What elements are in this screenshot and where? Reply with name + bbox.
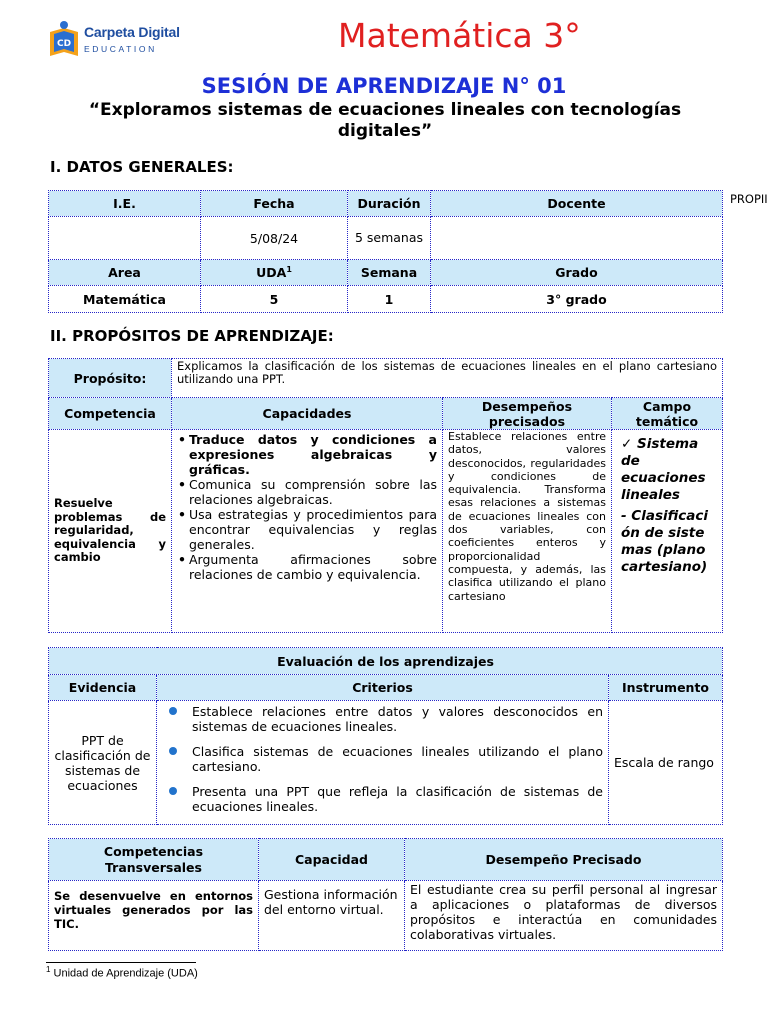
desempeno-text: Establece relaciones entre datos, valores desconocidos, regularidades y condiciones de equivalencia. Transforma esas relaciones a sistemas de ecuaciones lineales con dos variables, con coeficientes enteros y proporcionalidad compuesta, y además, las clasifica utilizando el plano cartesiano [448, 430, 606, 603]
logo-tagline: EDUCATION [84, 44, 157, 54]
header-area: Area [49, 260, 201, 286]
stray-text: PROPII [730, 192, 768, 206]
campo-cell [612, 430, 723, 633]
footnote [46, 965, 198, 980]
header-capacidad: Capacidad [259, 839, 405, 881]
header-duracion: Duración [348, 191, 431, 217]
transversales-table [48, 838, 723, 951]
header-ie: I.E. [49, 191, 201, 217]
desempeno-cell [443, 430, 612, 633]
campo-item-1: ✓ Sistema de ecuaciones lineales [621, 436, 706, 503]
footnote-mark: 1 [46, 965, 51, 974]
header-instrumento: Instrumento [609, 675, 723, 701]
header-desempenos: Desempeños precisados [443, 398, 612, 430]
list-item: Presenta una PPT que refleja la clasificación de sistemas de ecuaciones lineales. [192, 784, 603, 814]
campo-item-2: - Clasificación de sistemas (plano cartesiano) [621, 508, 708, 575]
session-title: SESIÓN DE APRENDIZAJE N° 01 [201, 74, 567, 98]
propositos-heading: II. PROPÓSITOS DE APRENDIZAJE: [50, 327, 334, 345]
propositos-table [48, 358, 723, 633]
duracion-value: 5 semanas [348, 217, 431, 260]
list-item: • Comunica su comprensión sobre las relaciones algebraicas. [189, 477, 437, 507]
criterios-cell [157, 701, 609, 825]
header-desempeno-precisado: Desempeño Precisado [405, 839, 723, 881]
area-value: Matemática [49, 286, 201, 313]
header-capacidades: Capacidades [172, 398, 443, 430]
header-uda [201, 260, 348, 286]
header-criterios: Criterios [157, 675, 609, 701]
docente-value [431, 217, 723, 260]
transversal-desempeno: El estudiante crea su perfil personal al ingresar a aplicaciones o plataformas de diversos propósitos e interactúa en comunidades colaborativas virtuales. [405, 881, 723, 951]
evidencia-text: PPT de clasificación de sistemas de ecuaciones [49, 701, 157, 825]
header-competencias-transversales: Competencias Transversales [49, 839, 259, 881]
list-item: Clasifica sistemas de ecuaciones lineales utilizando el plano cartesiano. [192, 744, 603, 774]
carpeta-digital-logo [46, 18, 186, 62]
header-competencia: Competencia [49, 398, 172, 430]
header-grado: Grado [431, 260, 723, 286]
criterios-list [162, 704, 603, 814]
transversal-capacidad: Gestiona información del entorno virtual. [259, 881, 405, 951]
subject-title: Matemática 3° [338, 16, 581, 55]
instrumento-text: Escala de rango [609, 701, 723, 825]
list-item: Establece relaciones entre datos y valores desconocidos en sistemas de ecuaciones lineales. [192, 704, 603, 734]
session-subtitle: “Exploramos sistemas de ecuaciones lineales con tecnologías digitales” [88, 100, 682, 141]
grado-value: 3° grado [431, 286, 723, 313]
proposito-text: Explicamos la clasificación de los sistemas de ecuaciones lineales en el plano cartesiano utilizando una PPT. [172, 359, 723, 398]
footnote-divider [46, 962, 196, 963]
capacidades-cell [172, 430, 443, 633]
evaluacion-table [48, 647, 723, 825]
header-semana: Semana [348, 260, 431, 286]
header-docente: Docente [431, 191, 723, 217]
list-item: • Traduce datos y condiciones a expresiones algebraicas y gráficas. [189, 432, 437, 477]
uda-value: 5 [201, 286, 348, 313]
book-icon [46, 18, 82, 60]
semana-value: 1 [348, 286, 431, 313]
footnote-text: Unidad de Aprendizaje (UDA) [53, 967, 198, 980]
fecha-value: 5/08/24 [201, 217, 348, 260]
evaluacion-title: Evaluación de los aprendizajes [49, 648, 723, 675]
list-item: • Argumenta afirmaciones sobre relaciones de cambio y equivalencia. [189, 552, 437, 582]
capacidades-list [177, 432, 437, 582]
competencia-text: Resuelve problemas de regularidad, equivalencia y cambio [49, 430, 172, 633]
header-proposito: Propósito: [49, 359, 172, 398]
datos-generales-table [48, 190, 723, 313]
transversal-competencia: Se desenvuelve en entornos virtuales generados por las TIC. [49, 881, 259, 951]
datos-generales-heading: I. DATOS GENERALES: [50, 158, 234, 176]
logo-name: Carpeta Digital [84, 24, 180, 40]
ie-value [49, 217, 201, 260]
list-item: • Usa estrategias y procedimientos para encontrar equivalencias y reglas generales. [189, 507, 437, 552]
header-campo: Campo temático [612, 398, 723, 430]
header-evidencia: Evidencia [49, 675, 157, 701]
svg-text:CD: CD [57, 39, 72, 49]
footnote-ref: 1 [286, 264, 292, 274]
header-fecha: Fecha [201, 191, 348, 217]
header-uda-label: UDA [256, 265, 287, 281]
